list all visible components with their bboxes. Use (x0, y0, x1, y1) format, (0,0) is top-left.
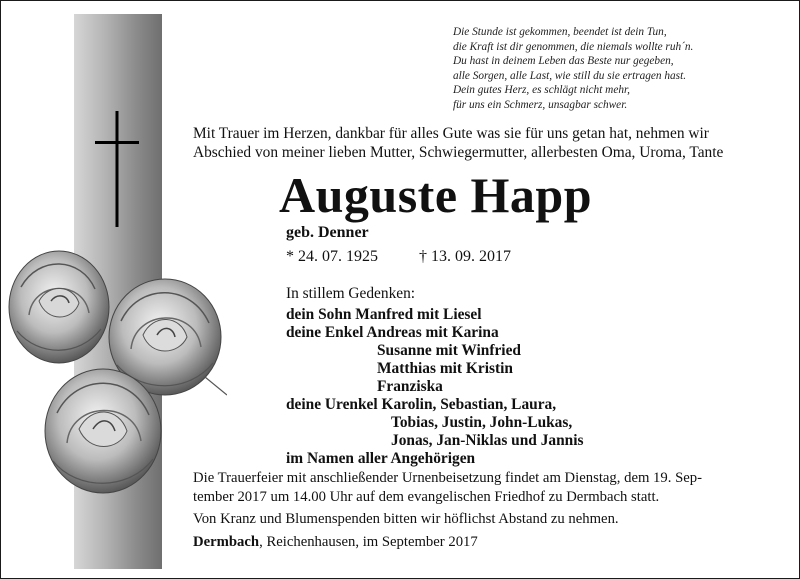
intro-line: Abschied von meiner lieben Mutter, Schwiegermutter, allerbesten Oma, Uroma, Tante (193, 144, 724, 161)
wreath-notice: Von Kranz und Blumenspenden bitten wir höflichst Abstand zu nehmen. (193, 511, 619, 527)
place-rest: , Reichenhausen, im September 2017 (259, 534, 478, 550)
poem-line: Die Stunde ist gekommen, beendet ist dein Tun, (453, 26, 667, 38)
place-town: Dermbach (193, 534, 260, 550)
mourner-line: Susanne mit Winfried (377, 342, 521, 359)
poem-line: Du hast in deinem Leben das Beste nur gegeben, (453, 55, 674, 68)
mourner-line: im Namen aller Angehörigen (286, 450, 476, 467)
mourner-line: dein Sohn Manfred mit Liesel (286, 306, 482, 323)
mourner-line: Matthias mit Kristin (377, 360, 513, 377)
poem-line: Dein gutes Herz, es schlägt nicht mehr, (453, 84, 630, 97)
roses-image (7, 245, 227, 500)
mourner-line: Tobias, Justin, John-Lukas, (391, 414, 573, 431)
intro-line: Mit Trauer im Herzen, dankbar für alles Gute was sie für uns getan hat, nehmen wir (193, 125, 709, 142)
poem-line: die Kraft ist dir genommen, die niemals wollte ruh´n. (453, 40, 694, 53)
mourner-line: Franziska (377, 378, 443, 395)
birth-date: * 24. 07. 1925 (286, 248, 378, 265)
mourner-line: deine Enkel Andreas mit Karina (286, 324, 499, 341)
poem (453, 25, 793, 113)
rose-bottom (45, 369, 161, 493)
poem-line: für uns ein Schmerz, unsagbar schwer. (453, 98, 628, 111)
deceased-name: Auguste Happ (279, 167, 593, 223)
maiden-name: geb. Denner (286, 224, 369, 241)
mourner-line: deine Urenkel Karolin, Sebastian, Laura, (286, 396, 557, 413)
death-date: † 13. 09. 2017 (419, 248, 511, 265)
memory-heading: In stillem Gedenken: (286, 285, 416, 302)
poem-line: alle Sorgen, alle Last, wie still du sie ertragen hast. (453, 69, 687, 82)
place-date (193, 534, 478, 551)
intro-text (193, 124, 793, 162)
cross-icon (95, 111, 139, 227)
rose-top-left (9, 251, 109, 363)
funeral-line: tember 2017 um 14.00 Uhr auf dem evangelischen Friedhof zu Dermbach statt. (193, 489, 660, 505)
mourner-line: Jonas, Jan-Niklas und Jannis (391, 432, 584, 449)
funeral-line: Die Trauerfeier mit anschließender Urnenbeisetzung findet am Dienstag, dem 19. Sep- (193, 470, 703, 486)
funeral-notice (193, 469, 793, 507)
